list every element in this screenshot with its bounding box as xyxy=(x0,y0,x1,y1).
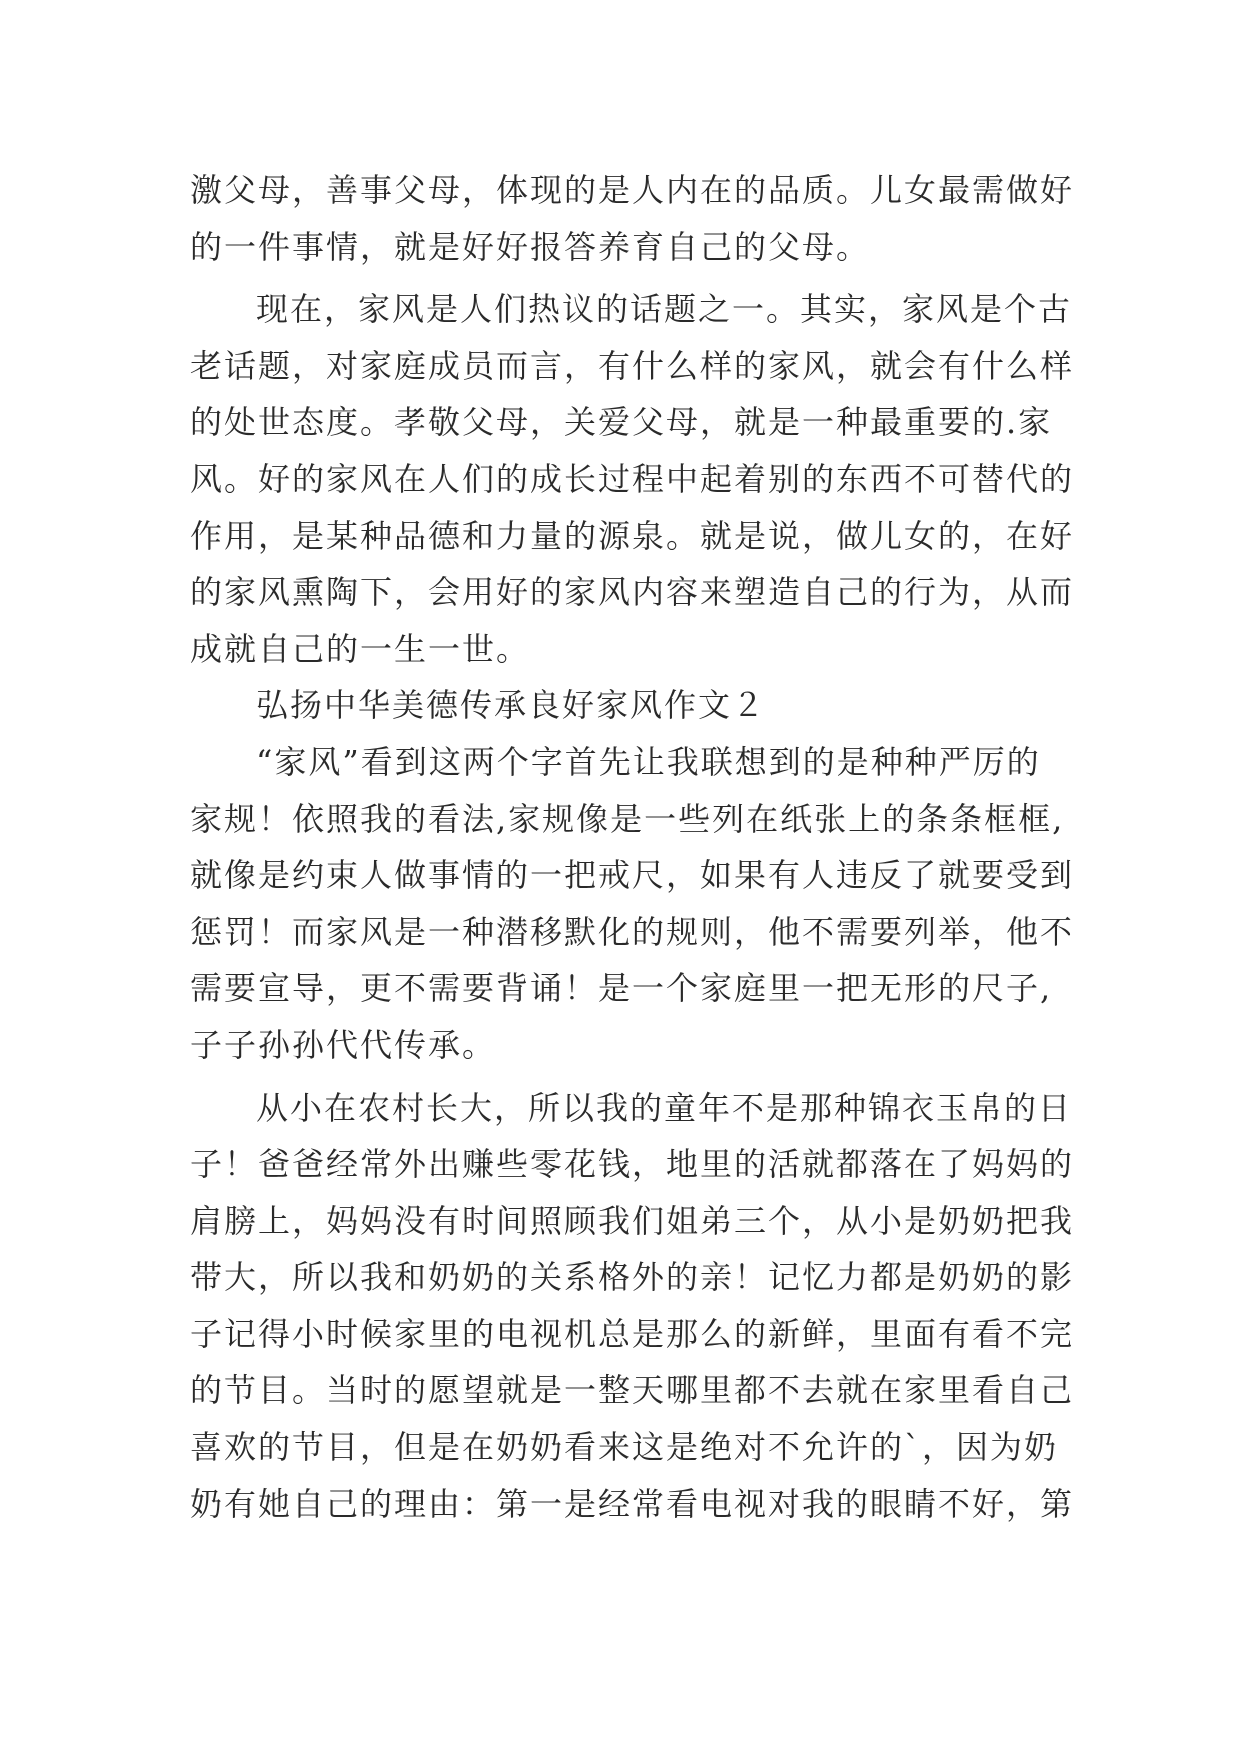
text-line: 从小在农村长大，所以我的童年不是那种锦衣玉帛的日 xyxy=(256,1088,1073,1127)
text-line: 就像是约束人做事情的一把戒尺，如果有人违反了就要受到 xyxy=(190,856,1075,895)
text-line: 现在，家风是人们热议的话题之一。其实，家风是个古 xyxy=(256,290,1073,329)
text-line: 喜欢的节目，但是在奶奶看来这是绝对不允许的`，因为奶 xyxy=(190,1428,1059,1467)
text-line: 家规！依照我的看法,家规像是一些列在纸张上的条条框框, xyxy=(190,799,1065,838)
text-line: 带大，所以我和奶奶的关系格外的亲！记忆力都是奶奶的影 xyxy=(190,1258,1075,1297)
text-line: 的节目。当时的愿望就是一整天哪里都不去就在家里看自己 xyxy=(190,1371,1075,1410)
text-line: 肩膀上，妈妈没有时间照顾我们姐弟三个，从小是奶奶把我 xyxy=(190,1201,1075,1240)
text-line: 作用，是某种品德和力量的源泉。就是说，做儿女的，在好 xyxy=(190,516,1075,555)
body-text xyxy=(190,162,1075,1532)
text-line: 子！爸爸经常外出赚些零花钱，地里的活就都落在了妈妈的 xyxy=(190,1145,1075,1184)
text-line: 惩罚！而家风是一种潜移默化的规则，他不需要列举，他不 xyxy=(190,912,1075,951)
text-line: 风。好的家风在人们的成长过程中起着别的东西不可替代的 xyxy=(190,459,1075,498)
text-line: 的一件事情，就是好好报答养育自己的父母。 xyxy=(190,227,871,266)
text-line: 的家风熏陶下，会用好的家风内容来塑造自己的行为，从而 xyxy=(190,573,1075,612)
text-line: 子记得小时候家里的电视机总是那么的新鲜，里面有看不完 xyxy=(190,1314,1075,1353)
text-line: 激父母，善事父母，体现的是人内在的品质。儿女最需做好 xyxy=(190,171,1075,209)
text-line: 老话题，对家庭成员而言，有什么样的家风，就会有什么样 xyxy=(190,346,1075,385)
text-line: 奶有她自己的理由：第一是经常看电视对我的眼睛不好，第 xyxy=(190,1484,1075,1523)
text-line: 需要宣导，更不需要背诵！是一个家庭里一把无形的尺子, xyxy=(190,969,1053,1008)
section-heading: 弘扬中华美德传承良好家风作文２ xyxy=(256,686,767,725)
text-line: 子子孙孙代代传承。 xyxy=(190,1025,497,1064)
text-line: 成就自己的一生一世。 xyxy=(190,629,531,668)
text-line: 的处世态度。孝敬父母，关爱父母，就是一种最重要的.家 xyxy=(190,403,1053,442)
text-line: “家风”看到这两个字首先让我联想到的是种种严厉的 xyxy=(256,742,1041,781)
